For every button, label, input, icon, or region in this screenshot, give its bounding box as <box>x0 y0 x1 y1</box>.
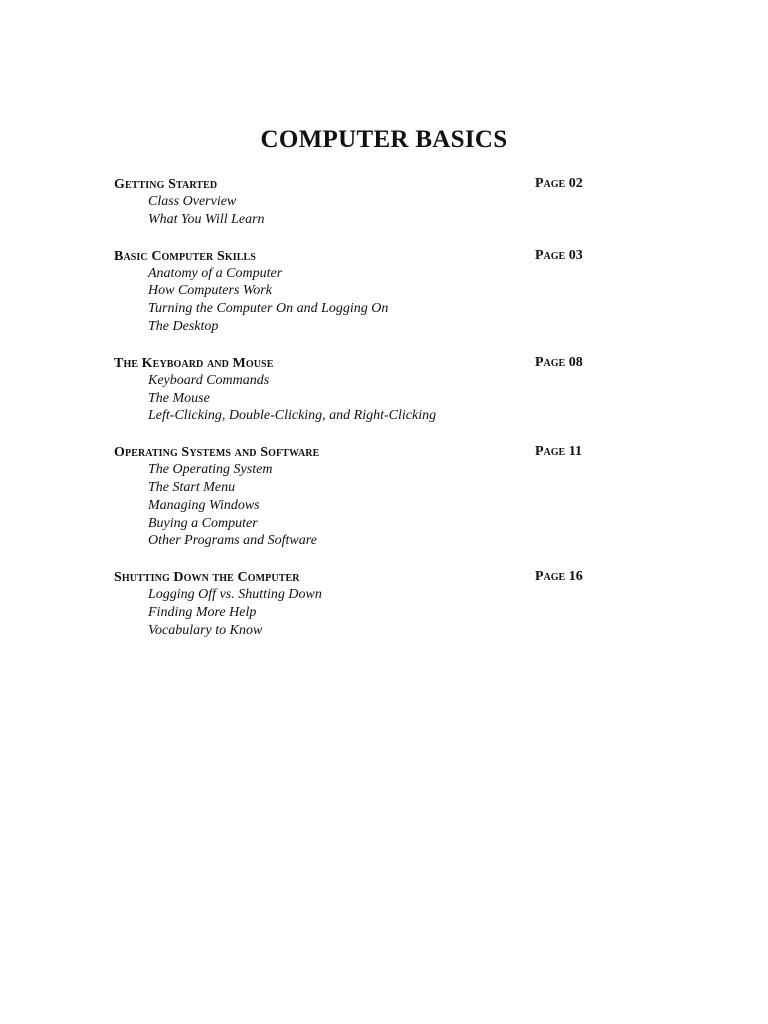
section-item-list <box>114 586 594 639</box>
toc-item: Other Programs and Software <box>148 533 317 549</box>
section-header <box>114 568 594 586</box>
toc-item: Buying a Computer <box>148 515 258 531</box>
section-item-list <box>114 265 594 336</box>
section-item-list <box>114 193 594 229</box>
section-header <box>114 247 594 265</box>
document-title: COMPUTER BASICS <box>260 126 508 153</box>
table-of-contents <box>114 175 594 658</box>
toc-item: The Mouse <box>148 390 210 406</box>
section-page-number: Page 08 <box>535 354 583 370</box>
toc-item: How Computers Work <box>148 283 272 299</box>
section-header <box>114 443 594 461</box>
toc-item: Vocabulary to Know <box>148 622 263 638</box>
toc-item: Class Overview <box>148 194 237 209</box>
section-page-number: Page 03 <box>535 247 583 263</box>
section-title: Getting Started <box>114 177 218 192</box>
section-header <box>114 354 594 372</box>
toc-section-operating-systems <box>114 443 594 550</box>
section-header <box>114 175 594 193</box>
section-title: The Keyboard and Mouse <box>114 355 274 371</box>
toc-item: The Operating System <box>148 462 273 478</box>
toc-item: Left-Clicking, Double-Clicking, and Right-Clicking <box>148 408 437 424</box>
toc-item: Turning the Computer On and Logging On <box>148 301 389 317</box>
section-item-list <box>114 461 594 550</box>
toc-item: Finding More Help <box>148 604 257 620</box>
toc-item: Keyboard Commands <box>148 372 270 388</box>
toc-section-getting-started <box>114 175 594 229</box>
toc-section-basic-computer-skills <box>114 247 594 336</box>
section-title: Basic Computer Skills <box>114 248 256 264</box>
toc-item: The Start Menu <box>148 479 236 495</box>
section-title: Shutting Down the Computer <box>114 570 300 586</box>
section-page-number: Page 11 <box>535 444 582 460</box>
section-item-list <box>114 372 594 425</box>
toc-item: Anatomy of a Computer <box>148 265 283 281</box>
toc-section-shutting-down <box>114 568 594 639</box>
section-title: Operating Systems and Software <box>114 445 320 461</box>
toc-item: Logging Off vs. Shutting Down <box>148 587 322 603</box>
toc-item: What You Will Learn <box>148 211 265 227</box>
toc-item: The Desktop <box>148 318 219 334</box>
toc-section-keyboard-and-mouse <box>114 354 594 425</box>
section-page-number: Page 16 <box>535 569 583 585</box>
section-page-number: Page 02 <box>535 176 583 191</box>
toc-item: Managing Windows <box>148 497 260 513</box>
